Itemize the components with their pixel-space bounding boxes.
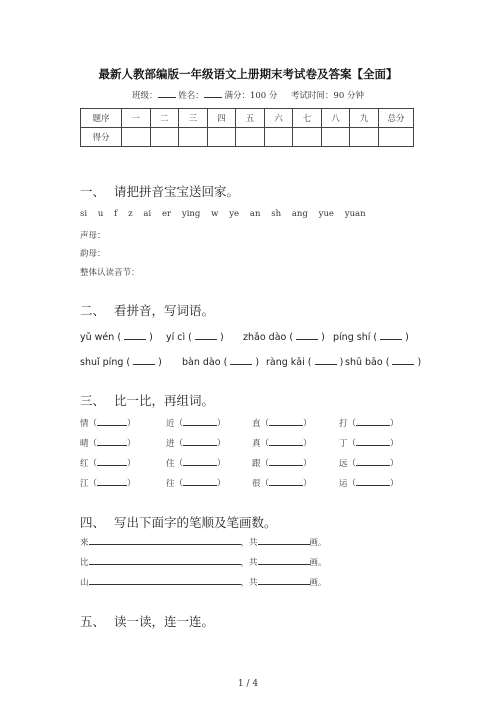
shengmu-label: 声母： — [80, 231, 106, 241]
score-header-cell: 题序 — [81, 109, 122, 128]
pinyin-item: shū bāo ( ) — [345, 357, 422, 368]
score-cell[interactable] — [122, 128, 151, 147]
answer-blank[interactable] — [230, 355, 252, 365]
score-header-cell: 五 — [236, 109, 265, 128]
word-blank[interactable] — [356, 456, 390, 466]
score-cell[interactable] — [293, 128, 322, 147]
score-cell[interactable] — [179, 128, 208, 147]
score-header-cell: 一 — [122, 109, 151, 128]
word-blank[interactable] — [269, 456, 303, 466]
pinyin-item: ràng kāi ( ) — [266, 357, 344, 368]
stroke-char: 比 — [80, 558, 89, 568]
score-header-cell: 二 — [150, 109, 179, 128]
class-label: 班级： — [132, 91, 158, 101]
score-header-cell: 七 — [293, 109, 322, 128]
score-header-cell: 总分 — [379, 109, 414, 128]
compare-item: 住（ ） — [166, 456, 226, 469]
name-label: 姓名： — [178, 91, 204, 101]
compare-item: 打（ ） — [339, 416, 399, 429]
zhengti-label: 整体认读音节： — [80, 268, 140, 278]
compare-char: 进 — [166, 439, 175, 449]
word-blank[interactable] — [97, 456, 127, 466]
compare-char: 丁 — [339, 439, 348, 449]
section-title: 写出下面字的笔顺及笔画数。 — [114, 515, 277, 530]
section-number: 四、 — [80, 515, 106, 530]
compare-item: 直（ ） — [252, 416, 312, 429]
exam-info — [0, 89, 496, 101]
pinyin-item: zhǎo dào ( ) — [243, 332, 325, 343]
compare-char: 近 — [166, 419, 175, 429]
score-row-label: 得分 — [81, 128, 122, 147]
compare-item: 真（ ） — [252, 436, 312, 449]
section-title: 比一比，再组词。 — [114, 393, 215, 408]
page-title: 最新人教部编版一年级语文上册期末考试卷及答案【全面】 — [98, 67, 398, 81]
stroke-order-blank[interactable] — [89, 555, 241, 565]
score-cell[interactable] — [150, 128, 179, 147]
word-blank[interactable] — [356, 476, 390, 486]
score-header-cell: 三 — [179, 109, 208, 128]
compare-char: 往 — [166, 479, 175, 489]
class-blank[interactable] — [158, 89, 176, 98]
pinyin-item: píng shí ( ) — [333, 332, 409, 343]
compare-item: 很（ ） — [252, 476, 312, 489]
compare-item: 远（ ） — [339, 456, 399, 469]
stroke-order-blank[interactable] — [89, 575, 241, 585]
compare-char: 红 — [80, 459, 89, 469]
stroke-count-blank[interactable] — [258, 555, 310, 565]
pinyin-letters: si u f z ai er ying w ye an sh ang yue yuan — [80, 209, 366, 219]
compare-item: 晴（ ） — [80, 436, 136, 449]
answer-blank[interactable] — [195, 330, 217, 340]
stroke-row: 来 ，共 画。 — [80, 535, 327, 548]
stroke-count-blank[interactable] — [258, 575, 310, 585]
compare-char: 很 — [252, 479, 261, 489]
exam-time: 考试时间：90 分钟 — [290, 91, 364, 101]
score-header-row — [81, 109, 414, 128]
page-number: 1 / 4 — [237, 679, 259, 689]
answer-blank[interactable] — [133, 355, 155, 365]
word-blank[interactable] — [183, 456, 217, 466]
compare-item: 红（ ） — [80, 456, 136, 469]
stroke-count-blank[interactable] — [258, 535, 310, 545]
section-number: 五、 — [80, 614, 106, 629]
section-1-heading — [80, 182, 239, 200]
compare-item: 近（ ） — [166, 416, 226, 429]
compare-char: 远 — [339, 459, 348, 469]
word-blank[interactable] — [269, 416, 303, 426]
section-title: 读一读，连一连。 — [114, 614, 215, 629]
score-header-cell: 四 — [207, 109, 236, 128]
compare-item: 运（ ） — [339, 476, 399, 489]
word-blank[interactable] — [97, 436, 127, 446]
compare-char: 住 — [166, 459, 175, 469]
score-header-cell: 九 — [350, 109, 379, 128]
compare-char: 打 — [339, 419, 348, 429]
compare-char: 直 — [252, 419, 261, 429]
compare-char: 情 — [80, 419, 89, 429]
score-header-cell: 六 — [264, 109, 293, 128]
answer-blank[interactable] — [124, 330, 146, 340]
answer-blank[interactable] — [380, 330, 402, 340]
section-3-heading — [80, 391, 214, 409]
score-table — [80, 108, 414, 147]
answer-blank[interactable] — [315, 355, 337, 365]
stroke-row: 山 ，共 画。 — [80, 575, 327, 588]
full-score: 满分：100 分 — [224, 91, 278, 101]
section-title: 请把拼音宝宝送回家。 — [114, 184, 240, 199]
compare-char: 真 — [252, 439, 261, 449]
compare-char: 晴 — [80, 439, 89, 449]
yunmu-label: 韵母： — [80, 249, 106, 259]
pinyin-item: yǔ wén ( ) — [80, 332, 153, 343]
compare-item: 往（ ） — [166, 476, 226, 489]
compare-item: 进（ ） — [166, 436, 226, 449]
pinyin-item: shuǐ píng ( ) — [80, 357, 162, 368]
section-number: 二、 — [80, 303, 106, 318]
score-cell[interactable] — [321, 128, 350, 147]
compare-char: 跟 — [252, 459, 261, 469]
word-blank[interactable] — [356, 436, 390, 446]
score-value-row — [81, 128, 414, 147]
score-cell[interactable] — [236, 128, 265, 147]
section-number: 一、 — [80, 184, 106, 199]
word-blank[interactable] — [97, 476, 127, 486]
stroke-char: 山 — [80, 578, 89, 588]
pinyin-item: bàn dào ( ) — [182, 357, 260, 368]
word-blank[interactable] — [183, 476, 217, 486]
section-2-heading — [80, 301, 214, 319]
score-header-cell: 八 — [321, 109, 350, 128]
word-blank[interactable] — [269, 436, 303, 446]
compare-item: 丁（ ） — [339, 436, 399, 449]
section-5-heading — [80, 612, 214, 630]
answer-blank[interactable] — [392, 355, 414, 365]
stroke-char: 来 — [80, 538, 89, 548]
compare-item: 情（ ） — [80, 416, 136, 429]
score-cell[interactable] — [264, 128, 293, 147]
score-cell[interactable] — [207, 128, 236, 147]
stroke-order-blank[interactable] — [89, 535, 241, 545]
compare-char: 江 — [80, 479, 89, 489]
pinyin-item: yí cì ( ) — [166, 332, 224, 343]
word-blank[interactable] — [183, 436, 217, 446]
compare-char: 运 — [339, 479, 348, 489]
word-blank[interactable] — [97, 416, 127, 426]
word-blank[interactable] — [356, 416, 390, 426]
score-cell[interactable] — [350, 128, 379, 147]
compare-item: 跟（ ） — [252, 456, 312, 469]
stroke-row: 比 ，共 画。 — [80, 555, 327, 568]
section-4-heading — [80, 513, 277, 531]
word-blank[interactable] — [269, 476, 303, 486]
section-title: 看拼音，写词语。 — [114, 303, 215, 318]
name-blank[interactable] — [204, 89, 222, 98]
section-number: 三、 — [80, 393, 106, 408]
word-blank[interactable] — [183, 416, 217, 426]
answer-blank[interactable] — [296, 330, 318, 340]
score-cell[interactable] — [379, 128, 414, 147]
compare-item: 江（ ） — [80, 476, 136, 489]
